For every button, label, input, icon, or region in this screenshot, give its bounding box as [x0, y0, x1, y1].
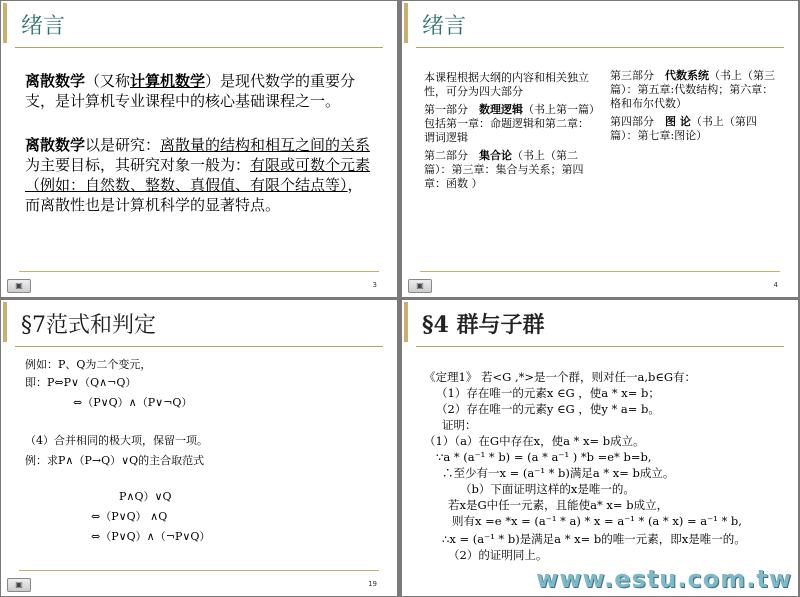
- text-line: ∵a * (a⁻¹ * b) = (a * a⁻¹ ) *b =e* b=b,: [436, 450, 652, 464]
- part-name: 数理逻辑: [479, 103, 523, 116]
- part-1: [424, 103, 596, 145]
- text-line: 证明：: [442, 418, 477, 432]
- part-label: 第四部分: [610, 115, 654, 128]
- part-label: 第三部分: [610, 69, 654, 82]
- text-line: ∴x = (a⁻¹ * b)是满足a * x= b的唯一元素，即x是唯一的。: [442, 532, 746, 546]
- title-divider: [15, 346, 383, 347]
- title-divider: [416, 47, 784, 48]
- text-line: 若x是G中任一元素，且能使a* x= b成立，: [448, 498, 669, 512]
- underlined-text: 离散量的结构和相互之间的关系: [160, 136, 371, 154]
- part-3: [610, 69, 778, 111]
- text-line: （1）（a）在G中存在x，使a * x= b成立。: [424, 434, 645, 448]
- paragraph-2: [25, 135, 377, 215]
- term-discrete-math: 离散数学: [25, 136, 86, 154]
- footer-divider: [420, 271, 780, 272]
- text-line: P∧Q）∨Q: [119, 490, 172, 503]
- part-desc: （书上（第二篇）：第三章：集合与关系；第四章：函数 ）: [424, 149, 584, 190]
- slide-title: 绪言: [21, 14, 66, 39]
- left-column: [424, 71, 596, 191]
- part-desc: （书上第一篇）包括第一章：命题逻辑和第二章：谓词逻辑: [424, 103, 595, 144]
- theorem-line: 《定理1》 若<G ,*>是一个群，则对任一a,b∈G有：: [424, 370, 697, 384]
- text-line: 例如：P、Q为二个变元，: [25, 358, 152, 371]
- title-divider: [416, 346, 784, 347]
- page-number: 3: [372, 281, 377, 289]
- text-line: （1）存在唯一的元素x ∈G ，使a * x= b；: [436, 386, 660, 400]
- term-computer-math: 计算机数学: [130, 72, 206, 90]
- part-4: [610, 115, 778, 143]
- slide-1: [1, 1, 397, 297]
- part-name: 代数系统: [665, 69, 709, 82]
- page-number: 4: [773, 281, 778, 289]
- logo-icon: ▣: [7, 578, 31, 592]
- slide-3: [1, 300, 397, 596]
- text-line: 则有x =e *x = (a⁻¹ * a) * x = a⁻¹ * (a * x) = a⁻¹ * b,: [452, 514, 742, 528]
- text-line: （2）存在唯一的元素y ∈G ，使y * a= b。: [436, 402, 660, 416]
- text-line: 即：P⇔P∨（Q∧¬Q）: [25, 376, 137, 389]
- text: （又称: [85, 72, 131, 90]
- part-label: 第一部分: [424, 103, 468, 116]
- slide-title: 绪言: [422, 14, 467, 39]
- text-line: 例：求P∧（P→Q）∨Q的主合取范式: [25, 454, 205, 467]
- text-line: （b）下面证明这样的x是唯一的。: [460, 482, 635, 496]
- text-line: ∴至少有一x = (a⁻¹ * b)满足a * x= b成立。: [442, 466, 675, 480]
- logo-icon: ▣: [7, 279, 31, 293]
- slide-4: [402, 300, 798, 596]
- slide-corner-accent: [3, 3, 7, 43]
- text-line: （4）合并相同的极大项，保留一项。: [25, 434, 208, 447]
- logo-icon: ▣: [408, 279, 432, 293]
- text-line: （2）的证明同上。: [448, 548, 548, 562]
- text: ）是现代数学的重要分支，是计算机专业课程中的核心基础课程之一。: [25, 72, 356, 110]
- footer-divider: [19, 271, 379, 272]
- slide-corner-accent: [3, 302, 7, 342]
- slide-corner-accent: [404, 3, 408, 43]
- title-divider: [15, 47, 383, 48]
- part-label: 第二部分: [424, 149, 468, 162]
- intro-text: 本课程根据大纲的内容和相关独立性，可分为四大部分: [424, 71, 589, 98]
- text-line: ⇔（P∨Q） ∧Q: [91, 510, 168, 523]
- text-line: ⇔（P∨Q）∧（¬P∨Q）: [91, 530, 211, 543]
- paragraph-1: [25, 71, 377, 111]
- footer-divider: [19, 570, 379, 571]
- part-desc: （书上（第三篇）：第五章:代数结构；第六章：格和布尔代数）: [610, 69, 775, 110]
- watermark: www.estu.com.tw: [536, 565, 792, 593]
- text: 为主要目标，其研究对象一般为：: [25, 156, 251, 174]
- part-desc: （书上（第四篇）：第七章:图论）: [610, 115, 757, 142]
- page-number: 19: [368, 580, 377, 588]
- slide-2: [402, 1, 798, 297]
- text-line: ⇔（P∨Q）∧（P∨¬Q）: [73, 396, 193, 409]
- slide-title: §4 群与子群: [422, 312, 545, 338]
- slide-corner-accent: [404, 302, 408, 342]
- term-discrete-math: 离散数学: [25, 72, 86, 90]
- right-column: [610, 69, 778, 143]
- text: 以是研究：: [85, 136, 161, 154]
- text: ，而离散性也是计算机科学的显著特点。: [25, 176, 363, 214]
- part-name: 图 论: [665, 115, 691, 128]
- underlined-text: 有限或可数个元素（例如：自然数、整数、真假值、有限个结点等）: [25, 156, 371, 194]
- slide-title: §7范式和判定: [21, 313, 156, 338]
- part-2: [424, 149, 596, 191]
- part-name: 集合论: [479, 149, 512, 162]
